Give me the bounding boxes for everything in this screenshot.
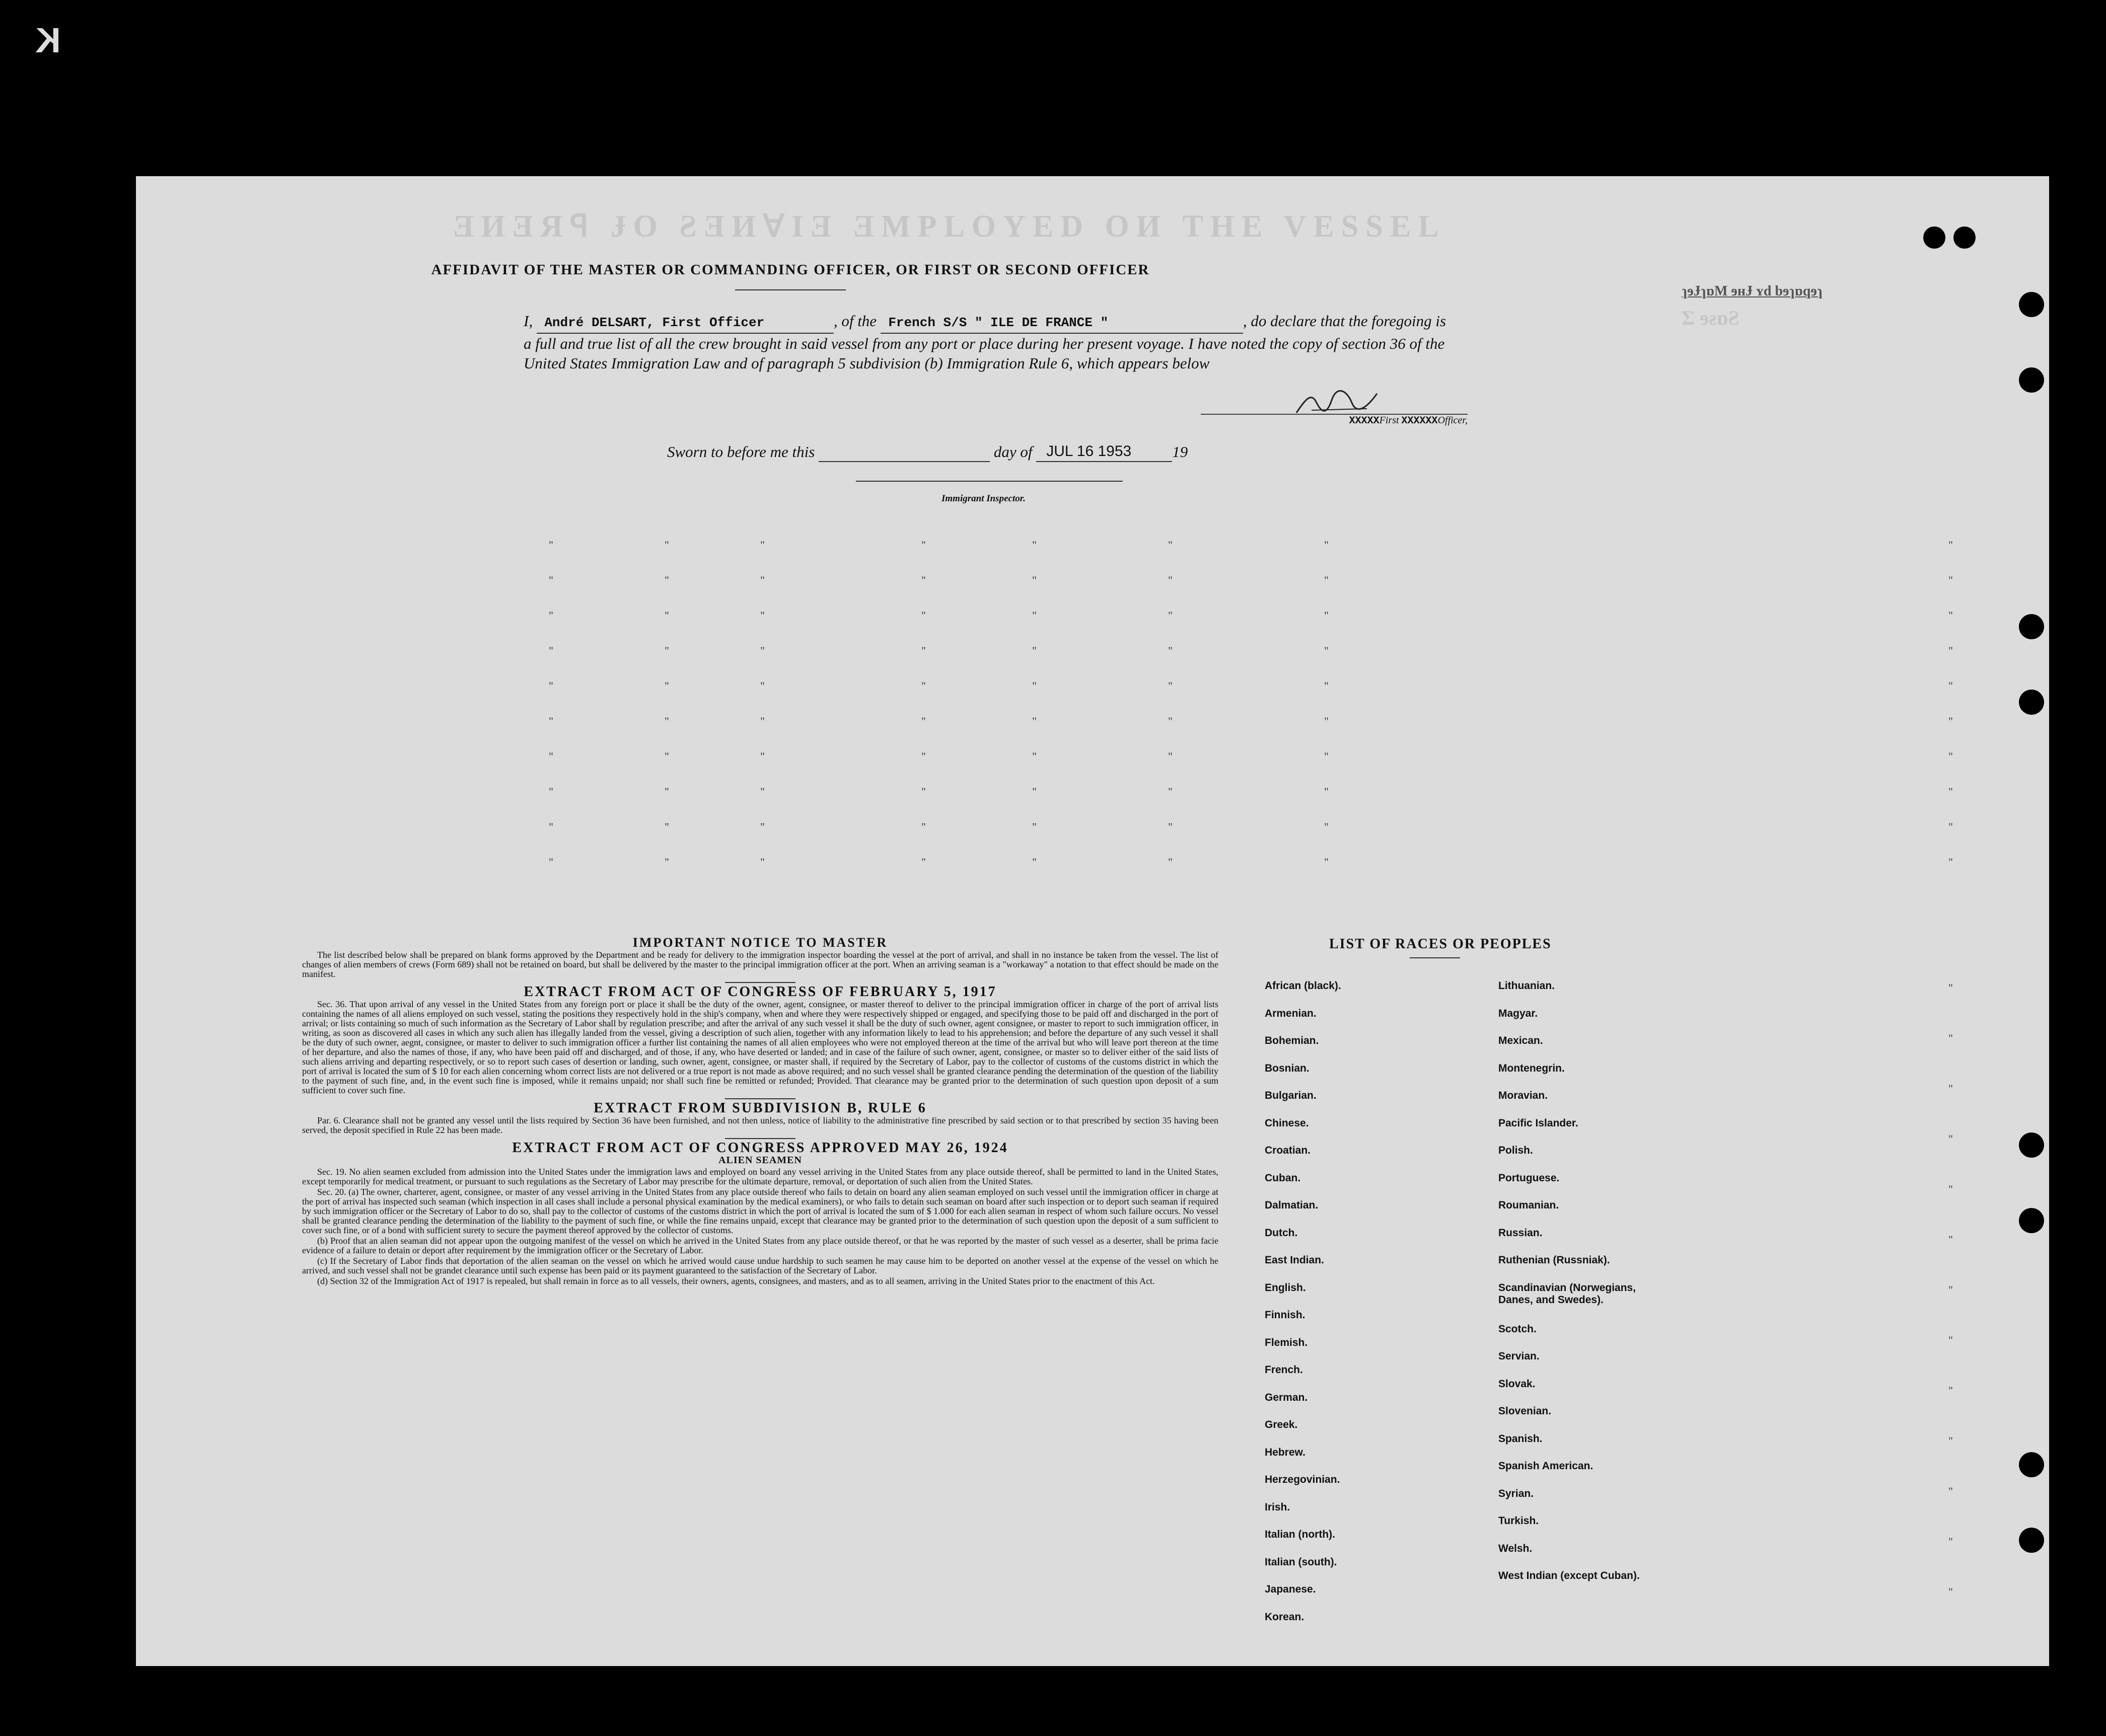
races-right-column: [1498, 980, 1669, 1601]
ditto-mark: ": [1168, 715, 1173, 727]
signature-first: First: [1379, 415, 1399, 426]
legal-notices: [302, 934, 1218, 1287]
act-1924-subtitle: ALIEN SEAMEN: [718, 1155, 802, 1166]
act-1924-sec19: Sec. 19. No alien seamen excluded from admission into the United States under the immigration laws and employed on board any vessel arriving in the United States from any place outside thereof, shall be permitted to land in the United States, except temporarily for medical treatment, or pursuant to such regulations as the Secretary of Labor may prescribe for the ultimate departure, removal, or deportation of such alien from the United States.: [302, 1167, 1218, 1186]
manifest-page: [136, 176, 2049, 1666]
ditto-mark: ": [1168, 680, 1173, 692]
vessel-name: French S/S " ILE DE FRANCE ": [888, 315, 1109, 330]
ditto-mark: ": [1032, 715, 1037, 727]
race-item: East Indian.: [1265, 1254, 1324, 1266]
ditto-mark: ": [760, 856, 765, 868]
ditto-mark: ": [1948, 982, 1953, 994]
struck-text: XXXXX: [1349, 415, 1379, 427]
ditto-mark: ": [1948, 1485, 1953, 1497]
ditto-mark: ": [1324, 609, 1329, 622]
ditto-mark: ": [1948, 750, 1953, 763]
ditto-mark: ": [1948, 1082, 1953, 1095]
ditto-mark: ": [1948, 644, 1953, 657]
punch-hole: [1953, 227, 1976, 249]
ditto-mark: ": [1948, 1334, 1953, 1346]
race-item: Croatian.: [1265, 1145, 1311, 1156]
race-item: Magyar.: [1498, 1007, 1538, 1019]
race-item: Italian (north).: [1265, 1529, 1335, 1540]
race-item: Bulgarian.: [1265, 1090, 1317, 1101]
ditto-mark: ": [1168, 785, 1173, 798]
struck-text: XXXXXX: [1401, 415, 1438, 427]
punch-hole: [1923, 227, 1945, 249]
bleedthrough-header-2: Ʃ ɘƨɒƧ: [1682, 307, 1739, 329]
race-item: German.: [1265, 1391, 1308, 1403]
act-1924-sec20d: (d) Section 32 of the Immigration Act of 1917 is repealed, but shall remain in force as to all vessels, their owners, agents, consignees, and masters, and as to all seamen, arriving in the United States prior to the enactment of this Act.: [317, 1276, 1155, 1286]
ditto-mark: ": [549, 856, 553, 868]
ditto-mark: ": [1324, 715, 1329, 727]
race-item: Flemish.: [1265, 1336, 1308, 1348]
ditto-mark: ": [1168, 539, 1173, 551]
punch-hole: [2019, 367, 2044, 393]
ditto-mark: ": [760, 715, 765, 727]
rule: [725, 982, 795, 983]
affidavit-text: [524, 311, 1455, 373]
race-item: Lithuanian.: [1498, 980, 1555, 992]
rule: [725, 1138, 795, 1139]
ditto-mark: ": [549, 539, 553, 551]
race-item: Moravian.: [1498, 1090, 1548, 1101]
ditto-mark: ": [1324, 820, 1329, 833]
race-item: French.: [1265, 1364, 1303, 1376]
year-prefix: 19: [1172, 443, 1188, 461]
punch-hole: [2019, 1452, 2044, 1477]
ditto-mark: ": [1948, 820, 1953, 833]
inspector-label: Immigrant Inspector.: [941, 493, 1026, 504]
ditto-mark: ": [760, 574, 765, 586]
race-item: Italian (south).: [1265, 1556, 1337, 1568]
race-item: Korean.: [1265, 1611, 1304, 1623]
notice-title: IMPORTANT NOTICE TO MASTER: [632, 935, 888, 950]
ditto-mark: ": [665, 574, 669, 586]
race-item: Bosnian.: [1265, 1062, 1310, 1074]
ditto-mark: ": [1948, 856, 1953, 868]
ditto-mark: ": [1948, 1133, 1953, 1145]
month-blank: [1036, 443, 1142, 462]
punch-hole: [2019, 614, 2044, 639]
ditto-mark: ": [1168, 644, 1173, 657]
corner-mark: K: [35, 21, 61, 60]
signature-officer: Officer,: [1437, 415, 1468, 426]
ditto-mark: ": [921, 715, 926, 727]
ditto-mark: ": [549, 680, 553, 692]
bleedthrough-title: ƎИƎЯꟼ ɈO ƧƎИ∀IƎ ƎMPLOYED OИ THE VESSEL: [453, 209, 1446, 244]
affidavit-body: that the foregoing is a full and true list of all the crew brought in said vessel from any port or place during her present voyage. I have noted the copy of section 36 of the United States Immigration Law and of paragraph 5 subdivision (b) Immigration Rule 6, which appears below: [524, 312, 1446, 372]
race-item: Bohemian.: [1265, 1035, 1319, 1046]
ditto-mark: ": [760, 680, 765, 692]
ditto-mark: ": [549, 785, 553, 798]
race-item: Herzegovinian.: [1265, 1474, 1340, 1485]
race-item: Montenegrin.: [1498, 1062, 1565, 1074]
ditto-mark: ": [549, 644, 553, 657]
ditto-mark: ": [1168, 609, 1173, 622]
ditto-mark: ": [549, 715, 553, 727]
ditto-mark: ": [1032, 574, 1037, 586]
ditto-mark: ": [760, 820, 765, 833]
ditto-mark: ": [1324, 680, 1329, 692]
ditto-mark: ": [1948, 1183, 1953, 1195]
ditto-mark: ": [665, 680, 669, 692]
signature-label: [1349, 415, 1468, 427]
act-1924-sec20c: (c) If the Secretary of Labor finds that deportation of the alien seaman on the vessel on which he arrived would cause undue hardship to such seamen he may cause him to be deported on another vessel at the expense of the vessel on which he arrived, and such vessel shall not be grandet clearance until such expense has been paid or its payment guaranteed to the satisfaction of the Secretary of Labor.: [302, 1256, 1218, 1275]
ditto-mark: ": [1948, 680, 1953, 692]
act-1924-title: EXTRACT FROM ACT OF CONGRESS APPROVED MAY 26, 1924: [512, 1140, 1008, 1156]
race-item: Greek.: [1265, 1419, 1298, 1430]
races-left-column: [1265, 980, 1341, 1638]
act-1917-title: EXTRACT FROM ACT OF CONGRESS OF FEBRUARY 5, 1917: [524, 984, 997, 1000]
rule6-title: EXTRACT FROM SUBDIVISION B, RULE 6: [594, 1100, 927, 1116]
ditto-mark: ": [1032, 539, 1037, 551]
ditto-mark: ": [1032, 680, 1037, 692]
ditto-mark: ": [1032, 785, 1037, 798]
ditto-mark: ": [1168, 750, 1173, 763]
ditto-mark: ": [1948, 1384, 1953, 1397]
ditto-mark: ": [1948, 574, 1953, 586]
race-item: Dalmatian.: [1265, 1199, 1319, 1211]
sworn-text: Sworn to before me this: [667, 443, 815, 461]
ditto-mark: ": [665, 820, 669, 833]
ditto-mark: ": [665, 785, 669, 798]
ditto-mark: ": [1032, 609, 1037, 622]
race-item: Roumanian.: [1498, 1199, 1559, 1211]
ditto-mark: ": [1032, 644, 1037, 657]
year-blank: [1142, 443, 1172, 462]
act-1924-sec20a: Sec. 20. (a) The owner, charterer, agent, consignee, or master of any vessel arriving in the United States from any place outside thereof who fails to detain on board any alien seaman employed on such vessel until the immigration officer in charge at the port of arrival has inspected such seaman (which inspection in all cases shall include a personal physical examination by the medical examiners), or who fails to detain such seaman on board after such inspection or to deport such seaman if required by such immigration officer or the Secretary of Labor to do so, shall pay to the collector of customs of the customs district in which the port of arrival is located the sum of $ 1.000 for each alien seaman in respect of whom such failure occurs. No vessel shall be granted clearance pending the determination of the liability to the payment of such fine, or while the fine remains unpaid, except that clearance may be granted prior to the determination of such question upon the deposit of a sum sufficient to cover such fine, or of a bond with sufficient surety to secure the payment thereof approved by the collector of customs.: [302, 1187, 1218, 1235]
ditto-mark: ": [1032, 820, 1037, 833]
ditto-mark: ": [1948, 715, 1953, 727]
ditto-mark: ": [549, 574, 553, 586]
ditto-mark: ": [665, 539, 669, 551]
ditto-mark: ": [760, 609, 765, 622]
race-item: Mexican.: [1498, 1035, 1543, 1046]
ditto-mark: ": [1324, 785, 1329, 798]
race-item: Syrian.: [1498, 1487, 1534, 1499]
race-item: Pacific Islander.: [1498, 1117, 1578, 1129]
ditto-mark: ": [1948, 785, 1953, 798]
ditto-mark: ": [1168, 574, 1173, 586]
ditto-mark: ": [921, 750, 926, 763]
ditto-mark: ": [549, 750, 553, 763]
ditto-mark: ": [921, 856, 926, 868]
punch-hole: [2019, 1208, 2044, 1233]
race-item: Welsh.: [1498, 1542, 1533, 1554]
race-item: Ruthenian (Russniak).: [1498, 1254, 1610, 1266]
ditto-mark: ": [921, 785, 926, 798]
ditto-mark: ": [1324, 644, 1329, 657]
ditto-mark: ": [665, 750, 669, 763]
ditto-mark: ": [1948, 1284, 1953, 1296]
punch-hole: [2019, 1133, 2044, 1158]
punch-hole: [2019, 690, 2044, 715]
race-item: Slovak.: [1498, 1378, 1536, 1390]
act-1917-sec36: Sec. 36. That upon arrival of any vessel in the United States from any foreign port or place it shall be the duty of the owner, agent, consignee, or master thereof to deliver to the principal immigration officer in charge of the port of arrival lists containing the names of all aliens employed on such vessel, stating the positions they respectively hold in the ship's company, when and where they were respectively shipped or engaged, and specifying those to be paid off and discharged in the port of arrival; or lists containing so much of such information as the Secretary of Labor shall by regulation prescribe; and after the arrival of any such vessel it shall be the duty of such owner, agent consignee, or master to report to such immigration officer, in writing, as soon as discovered all cases in which any such alien has illegally landed from the vessel, giving a description of such alien, together with any information likely to lead to his apprehension; and before the departure of any such vessel it shall be the duty of such owner, aegnt, consignee, or master to deliver to such immigration officer a further list containing the names of all alien employees who were not employed thereon at the time of the arrival but who will leave port thereon at the time of her departure, and also the names of those, if any, who have been paid off and discharged, and of those, if any, who have deserted or landed; and in case of the failure of such owner, agent, consignee, or master so to deliver either of the said lists of such aliens arriving and departing respectively, or so to report such cases of desertion or landing, such owner, agent, consignee, or master shall, if required by the Secretary of Labor, pay to the collector of customs of the customs district in which the port of arrival is located the sum of $ 10 for each alien concerning whom correct lists are not delivered or a true report is not made as above required; and no such vessel shall be granted clearance pending the determination of the question of the liability to the payment of such fine, and, in the event such fine is imposed, while it remains unpaid; nor shall such fine be remitted or refunded; Provided. That clearance may be granted prior to the determination of such question upon deposit of a sum sufficient to cover such fine.: [302, 999, 1218, 1095]
ditto-mark: ": [549, 609, 553, 622]
race-item: Scandinavian (Norwegians, Danes, and Swedes).: [1498, 1281, 1636, 1306]
ditto-mark: ": [921, 680, 926, 692]
ditto-mark: ": [760, 539, 765, 551]
ditto-mark: ": [1324, 574, 1329, 586]
race-item: English.: [1265, 1281, 1306, 1294]
ditto-mark: ": [1168, 820, 1173, 833]
race-item: Scotch.: [1498, 1323, 1537, 1335]
rule: [725, 1098, 795, 1099]
race-item: Dutch.: [1265, 1227, 1298, 1239]
ditto-mark: ": [665, 609, 669, 622]
race-item: Finnish.: [1265, 1309, 1305, 1321]
ditto-mark: ": [760, 644, 765, 657]
ditto-mark: ": [1948, 1586, 1953, 1598]
signature-area: [1201, 388, 1468, 427]
race-item: Spanish American.: [1498, 1460, 1593, 1472]
ditto-mark: ": [1948, 1435, 1953, 1447]
officer-name: André DELSART, First Officer: [544, 315, 765, 330]
race-item: Polish.: [1498, 1145, 1533, 1156]
race-item: Japanese.: [1265, 1583, 1316, 1595]
race-item: Slovenian.: [1498, 1405, 1552, 1417]
punch-hole: [2019, 1528, 2044, 1553]
ditto-mark: ": [1168, 856, 1173, 868]
race-item: Armenian.: [1265, 1007, 1317, 1019]
ditto-mark: ": [1948, 1535, 1953, 1548]
race-item: Irish.: [1265, 1501, 1290, 1513]
ditto-mark: ": [665, 644, 669, 657]
bleedthrough-header: ɿɘɈɿɒM ɘʜɈ ʏd bɘɿɒqɘɿ: [1682, 283, 1823, 299]
ditto-mark: ": [921, 644, 926, 657]
ditto-mark: ": [1324, 539, 1329, 551]
race-item: Chinese.: [1265, 1117, 1309, 1129]
ditto-mark: ": [1032, 856, 1037, 868]
race-item: Spanish.: [1498, 1432, 1543, 1445]
signature-scribble: [1291, 388, 1382, 418]
race-item: Turkish.: [1498, 1515, 1539, 1527]
ditto-mark: ": [1032, 750, 1037, 763]
ditto-mark: ": [1324, 750, 1329, 763]
sworn-line: [667, 443, 1188, 462]
inspector-signature-line: [856, 481, 1123, 482]
race-item: African (black).: [1265, 980, 1341, 992]
day-blank: [819, 443, 990, 462]
ditto-mark: ": [921, 539, 926, 551]
ditto-mark: ": [665, 856, 669, 868]
affidavit-i: I,: [524, 312, 533, 330]
affidavit-do-declare: , do declare: [1243, 312, 1317, 330]
rule6-par6: Par. 6. Clearance shall not be granted any vessel until the lists required by Section 36 have been furnished, and not then unless, notice of liability to the administrative fine prescribed by said section or to that prescribed by section 35 having been served, the deposit specified in Rule 22 has been made.: [302, 1115, 1218, 1135]
race-item: West Indian (except Cuban).: [1498, 1570, 1640, 1581]
ditto-mark: ": [665, 715, 669, 727]
ditto-mark: ": [1324, 856, 1329, 868]
ditto-mark: ": [921, 609, 926, 622]
affidavit-of-the: , of the: [833, 312, 877, 330]
punch-hole: [2019, 292, 2044, 317]
race-item: Cuban.: [1265, 1172, 1301, 1184]
race-item: Portuguese.: [1498, 1172, 1560, 1184]
ditto-mark: ": [549, 820, 553, 833]
ditto-mark: ": [921, 820, 926, 833]
day-of: day of: [993, 443, 1033, 461]
ditto-mark: ": [760, 785, 765, 798]
ditto-mark: ": [1948, 1032, 1953, 1044]
date-stamp: JUL 16 1953: [1046, 443, 1132, 460]
race-item: Russian.: [1498, 1227, 1543, 1239]
ditto-mark: ": [1948, 539, 1953, 551]
ditto-mark: ": [1948, 609, 1953, 622]
title-rule: [735, 289, 846, 290]
notice-body: The list described below shall be prepared on blank forms approved by the Department and be ready for delivery to the immigration inspector boarding the vessel at the port of arrival, and shall in no instance be taken from the vessel. The list of changes of alien members of crews (Form 689) shall not be retained on board, but shall be delivered by the master to the principal immigration officer at the port. When an arriving seaman is a "workaway" a notation to that effect should be made on the manifest.: [302, 950, 1218, 979]
affidavit-title: AFFIDAVIT OF THE MASTER OR COMMANDING OFFICER, OR FIRST OR SECOND OFFICER: [431, 262, 1150, 278]
race-item: Servian.: [1498, 1350, 1540, 1362]
race-item: Hebrew.: [1265, 1446, 1305, 1458]
races-rule: [1410, 957, 1460, 958]
ditto-mark: ": [1948, 1233, 1953, 1246]
ditto-mark: ": [760, 750, 765, 763]
ditto-mark: ": [921, 574, 926, 586]
races-title: LIST OF RACES OR PEOPLES: [1329, 936, 1552, 952]
act-1924-sec20b: (b) Proof that an alien seaman did not appear upon the outgoing manifest of the vessel on which he arrived in the United States from any place outside thereof, or that he was reported by the master of such vessel as a deserter, shall be prima facie evidence of a failure to detain or deport after requirement by the immigration officer or the Secretary of Labor.: [302, 1236, 1218, 1255]
